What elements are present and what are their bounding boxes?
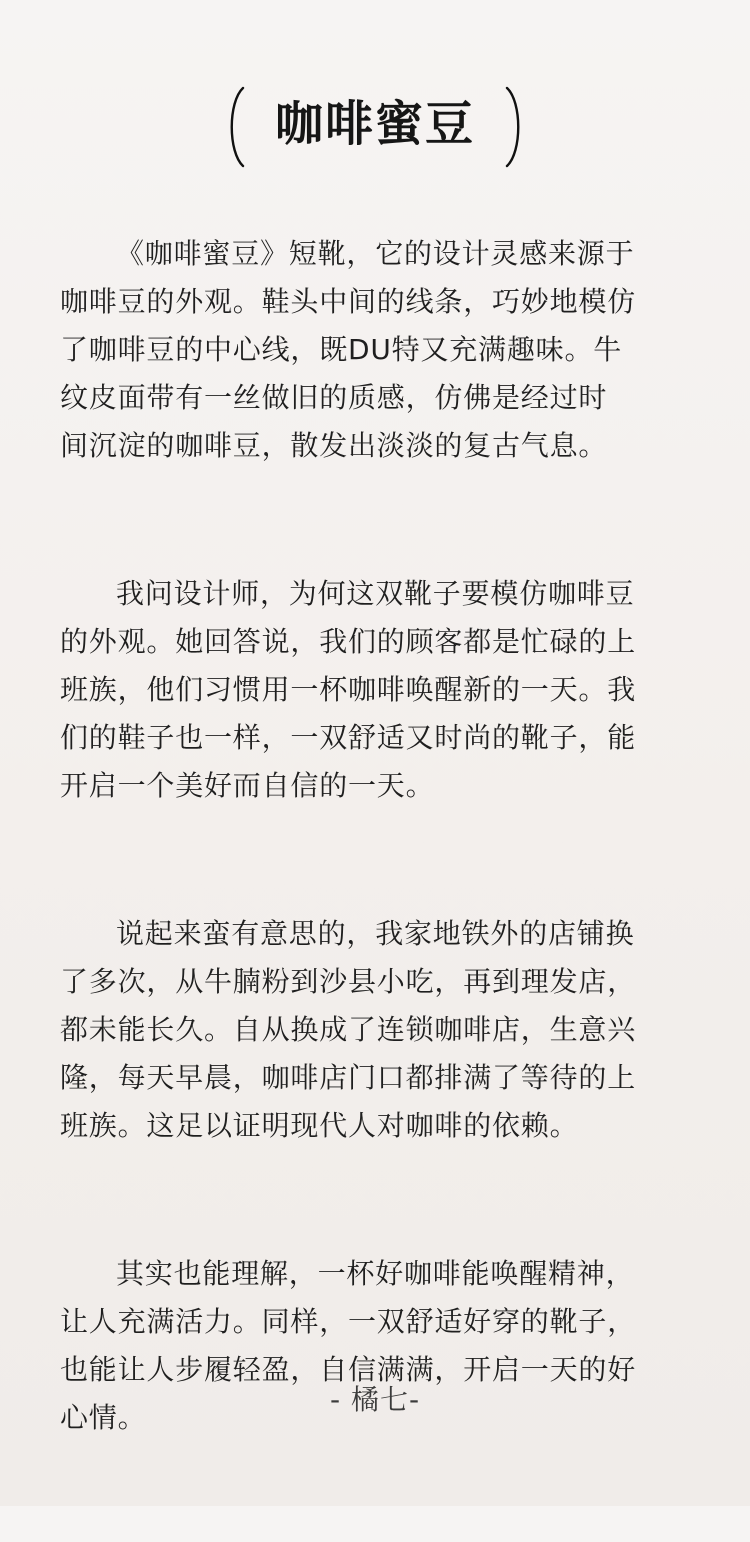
paragraph-line: 咖啡豆的外观。鞋头中间的线条，巧妙地模仿 xyxy=(60,285,637,318)
paragraph-line: 纹皮面带有一丝做旧的质感，仿佛是经过时 xyxy=(60,381,608,414)
paragraph-line: 我问设计师，为何这双靴子要模仿咖啡豆 xyxy=(116,577,635,610)
paragraph-line: 隆，每天早晨，咖啡店门口都排满了等待的上 xyxy=(60,1061,637,1094)
paragraph-3 xyxy=(60,910,690,1150)
paragraph-line: 们的鞋子也一样，一双舒适又时尚的靴子，能 xyxy=(60,721,637,754)
paragraph-line: 的外观。她回答说，我们的顾客都是忙碌的上 xyxy=(60,625,637,658)
article-body xyxy=(60,230,690,1542)
paragraph-line: 让人充满活力。同样，一双舒适好穿的靴子， xyxy=(60,1305,637,1338)
paragraph-line: 班族。这足以证明现代人对咖啡的依赖。 xyxy=(60,1109,579,1142)
paragraph-line: 间沉淀的咖啡豆，散发出淡淡的复古气息。 xyxy=(60,429,608,462)
title-block xyxy=(0,78,750,178)
right-parenthesis-icon xyxy=(498,84,532,170)
paragraph-line: 开启一个美好而自信的一天。 xyxy=(60,769,435,802)
paragraph-1 xyxy=(60,230,690,470)
paragraph-line: 心情。 xyxy=(60,1401,147,1434)
paragraph-line: 都未能长久。自从换成了连锁咖啡店，生意兴 xyxy=(60,1013,637,1046)
paragraph-line: 其实也能理解，一杯好咖啡能唤醒精神， xyxy=(116,1257,635,1290)
paragraph-2 xyxy=(60,570,690,810)
page-title: 咖啡蜜豆 xyxy=(274,96,475,152)
paragraph-line: 说起来蛮有意思的，我家地铁外的店铺换 xyxy=(116,917,635,950)
paragraph-line: 了多次，从牛腩粉到沙县小吃，再到理发店， xyxy=(60,965,637,998)
paragraph-line: 了咖啡豆的中心线，既DU特又充满趣味。牛 xyxy=(60,333,623,366)
paragraph-line: 班族，他们习惯用一杯咖啡唤醒新的一天。我 xyxy=(60,673,637,706)
author-signature: - 橘七- xyxy=(329,1383,421,1416)
paragraph-line: 也能让人步履轻盈，自信满满，开启一天的好 xyxy=(60,1353,637,1386)
paragraph-line: 《咖啡蜜豆》短靴，它的设计灵感来源于 xyxy=(116,237,635,270)
